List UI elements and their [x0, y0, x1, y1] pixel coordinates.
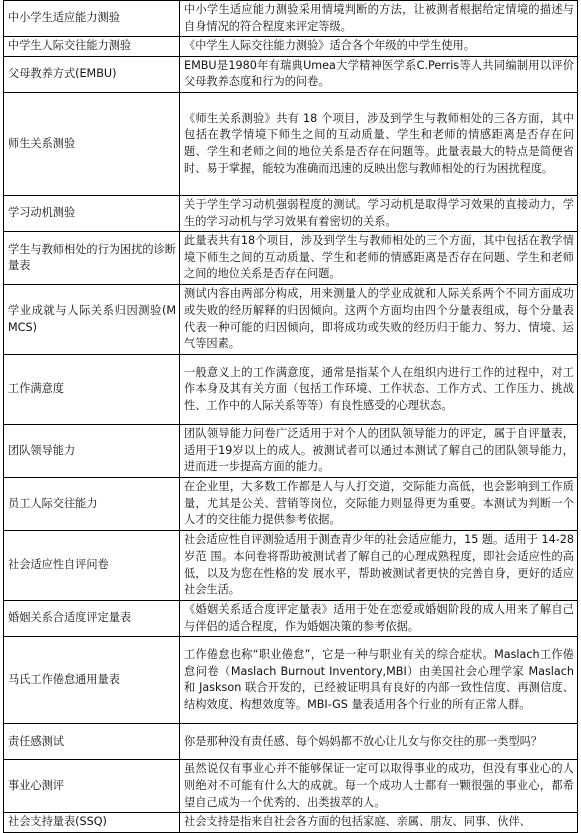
table-row — [4, 56, 578, 92]
scale-name: 婚姻关系合适度评定量表 — [4, 601, 180, 637]
scale-name: 学生与教师相处的行为困扰的诊断量表 — [4, 232, 180, 285]
table-row — [4, 760, 578, 813]
table-row — [4, 531, 578, 601]
scale-name: 学业成就与人际关系归因测验(MMCS) — [4, 285, 180, 355]
scale-description: 《师生关系测验》共有 18 个项目，涉及到学生与教师相处的三各方面，其中包括在教学情境下师生之间的互动质量、学生和老师的情感距离是否存在问题、学生和老师之间的地位关系是否存在问题等。此量表最大的特点是简便省时、易于掌握，能较为准确而迅速的反映出您与教师相处的行为困扰程度。 — [180, 92, 578, 195]
scale-description: 虽然说仅有事业心并不能够保证一定可以取得事业的成功，但没有事业心的人则绝对不可能有什么大的成就。每一个成功人士都有一颗很强的事业心，都希望自己成为一个优秀的、出类拔萃的人。 — [180, 760, 578, 813]
scale-description: 在企业里，大多数工作都是人与人打交道，交际能力高低，也会影响到工作质量，尤其是公关、营销等岗位，交际能力则显得更为重要。本测试为判断一个人才的交往能力提供参考依据。 — [180, 478, 578, 531]
scale-description: 中小学生适应能力测验采用情境判断的方法，让被测者根据给定情境的描述与自身情况的符合程度来评定等级。 — [180, 1, 578, 37]
scale-description: 工作倦怠也称“职业倦怠”，它是一种与职业有关的综合症状。Maslach工作倦怠问卷（Maslach Burnout Inventory,MBI）由美国社会心理学家 Maslach 和 Jaskson 联合开发的，已经被证明具有良好的内部一致性信度、再测信度、结构效度、构想效度等。MBI-GS 量表适用各个行业的所有正常人群。 — [180, 637, 578, 724]
scale-name: 中小学生适应能力测验 — [4, 1, 180, 37]
table-row — [4, 601, 578, 637]
scale-name: 社会适应性自评问卷 — [4, 531, 180, 601]
scale-catalog — [3, 0, 577, 833]
scale-name: 社会支持量表(SSQ) — [4, 813, 180, 833]
scale-name: 学习动机测验 — [4, 195, 180, 231]
scale-description: 测试内容由两部分构成，用来测量人的学业成就和人际关系两个不同方面成功或失败的经历解释的归因倾向。这两个方面均由四个分量表组成，每个分量表代表一种可能的归因倾向，即将成功或失败的经历归于能力、努力、情境、运气等因素。 — [180, 285, 578, 355]
scale-name: 责任感测试 — [4, 724, 180, 760]
table-row — [4, 195, 578, 231]
scale-description: 你是那种没有责任感、每个妈妈都不放心让儿女与你交往的那一类型吗？ — [180, 724, 578, 760]
scale-name: 员工人际交往能力 — [4, 478, 180, 531]
scale-description: 社会适应性自评测验适用于测查青少年的社会适应能力，15 题。适用于 14-28 岁范 围。本问卷将帮助被测试者了解自己的心理成熟程度，即社会适应性的高低，以及为您在性格的发 展水平，帮助被测试者更快的完善自身，更好的适应社会生活。 — [180, 531, 578, 601]
table-row — [4, 813, 578, 833]
table-row — [4, 285, 578, 355]
table-row — [4, 425, 578, 478]
scale-name: 父母教养方式(EMBU) — [4, 56, 180, 92]
scale-name: 团队领导能力 — [4, 425, 180, 478]
scale-description: 关于学生学习动机强弱程度的测试。学习动机是取得学习效果的直接动力，学生的学习动机与学习效果有着密切的关系。 — [180, 195, 578, 231]
scale-table — [3, 0, 578, 833]
scale-name: 中学生人际交往能力测验 — [4, 37, 180, 57]
scale-description: 一般意义上的工作满意度，通常是指某个人在组织内进行工作的过程中，对工作本身及其有关方面（包括工作环境、工作状态、工作方式、工作压力、挑战性、工作中的人际关系等等）有良性感受的心理状态。 — [180, 355, 578, 425]
table-row — [4, 355, 578, 425]
table-row — [4, 1, 578, 37]
scale-table-body — [4, 1, 578, 833]
scale-description: 社会支持是指来自社会各方面的包括家庭、亲属、朋友、同事、伙伴、 — [180, 813, 578, 833]
table-row — [4, 92, 578, 195]
scale-name: 马氏工作倦怠通用量表 — [4, 637, 180, 724]
table-row — [4, 232, 578, 285]
scale-name: 事业心测评 — [4, 760, 180, 813]
table-row — [4, 637, 578, 724]
scale-description: 团队领导能力问卷广泛适用于对个人的团队领导能力的评定，属于自评量表，适用于19岁以上的成人。被测试者可以通过本测试了解自己的团队领导能力，进而进一步提高方面的能力。 — [180, 425, 578, 478]
scale-description: 《中学生人际交往能力测验》适合各个年级的中学生使用。 — [180, 37, 578, 57]
scale-description: 此量表共有18个项目，涉及到学生与教师相处的三个方面，其中包括在教学情境下师生之间的互动质量、学生和老师的情感距离是否存在问题、学生和老师之间的地位关系是否存在问题。 — [180, 232, 578, 285]
scale-description: EMBU是1980年有瑞典Umea大学精神医学系C.Perris等人共同编制用以评价父母教养态度和行为的问卷。 — [180, 56, 578, 92]
scale-name: 工作满意度 — [4, 355, 180, 425]
table-row — [4, 724, 578, 760]
scale-description: 《婚姻关系适合度评定量表》适用于处在恋爱或婚姻阶段的成人用来了解自己与伴侣的适合程度，作为婚姻决策的参考依据。 — [180, 601, 578, 637]
table-row — [4, 37, 578, 57]
table-row — [4, 478, 578, 531]
scale-name: 师生关系测验 — [4, 92, 180, 195]
